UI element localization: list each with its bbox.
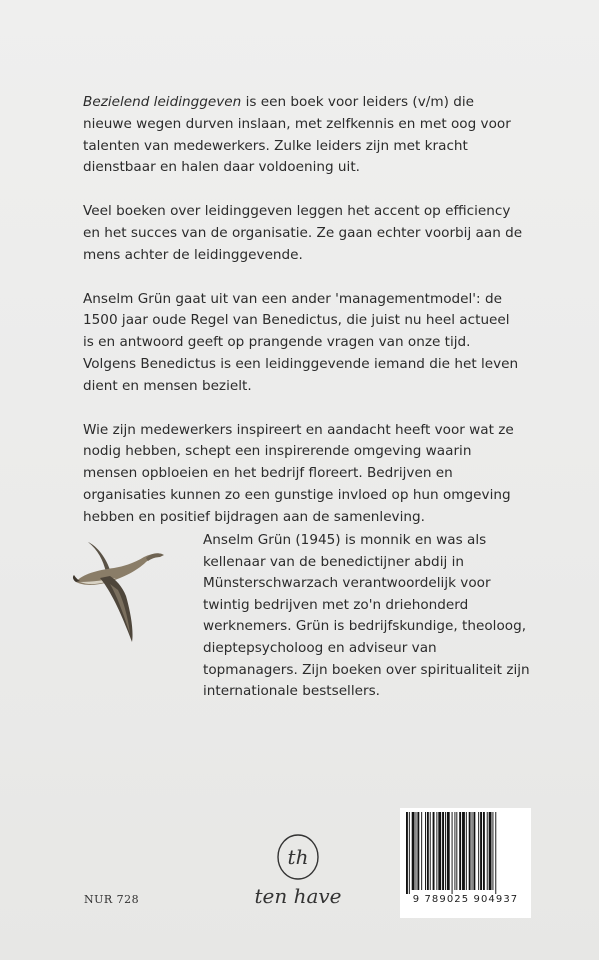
barcode-bar xyxy=(442,812,444,890)
blurb-paragraph-1-rest: is een boek voor leiders (v/m) die nieuwe wegen durven inslaan, met zelfkennis en met oog voor talenten van medewerkers. Zulke leiders zijn met kracht dienstbaar en halen daar voldoening uit. xyxy=(83,94,511,176)
barcode-bar xyxy=(417,812,419,890)
barcode-bar xyxy=(489,812,492,890)
barcode-bar xyxy=(430,812,431,890)
barcode-bars xyxy=(400,808,531,894)
blurb-paragraph-2: Veel boeken over leidinggeven leggen het accent op efficiency en het succes van de organisatie. Ze gaan echter voorbij aan de mens achter de leidinggevende. xyxy=(83,203,523,263)
barcode-bar xyxy=(409,812,410,894)
barcode-bar xyxy=(433,812,435,890)
barcode-bar xyxy=(454,812,455,890)
barcode-bar xyxy=(438,812,441,890)
nur-code: NUR 728 xyxy=(84,893,140,906)
barcode-bar xyxy=(495,812,496,894)
barcode-bar xyxy=(427,812,429,890)
barcode-bar xyxy=(480,812,482,890)
blurb-paragraph-3: Anselm Grün gaat uit van een ander 'managementmodel': de 1500 jaar oude Regel van Benedictus, die juist nu heel actueel is en antwoord geeft op prangende vragen van onze tijd. Volgens Benedictus is een leidinggevende iemand die het leven dient en mensen bezielt. xyxy=(83,290,519,394)
barcode-bar xyxy=(456,812,457,890)
publisher-monogram: th xyxy=(287,845,309,869)
barcode-bar xyxy=(425,812,426,890)
flying-goose-illustration xyxy=(70,530,170,650)
barcode-bar xyxy=(466,812,467,890)
barcode-bar xyxy=(487,812,488,890)
barcode-bar xyxy=(447,812,450,890)
barcode-bar xyxy=(445,812,446,890)
goose-icon xyxy=(70,530,170,650)
barcode-bar xyxy=(469,812,471,890)
publisher-name: ten have xyxy=(254,884,342,908)
isbn-digits: 9 789025 904937 xyxy=(412,894,519,905)
barcode-bar xyxy=(462,812,465,890)
publisher-logo xyxy=(248,830,348,908)
barcode-bar xyxy=(416,812,417,890)
barcode-bar xyxy=(473,812,475,890)
barcode-bar xyxy=(406,812,408,894)
blurb-paragraph-1 xyxy=(83,92,523,179)
publisher-monogram-icon xyxy=(272,830,324,882)
book-title-italic: Bezielend leidinggeven xyxy=(83,94,242,110)
barcode-bar xyxy=(436,812,437,890)
barcode-bar xyxy=(452,812,453,894)
isbn-barcode xyxy=(400,808,531,918)
barcode-bar xyxy=(478,812,479,890)
barcode-bar xyxy=(492,812,493,890)
barcode-bar xyxy=(412,812,415,890)
barcode-bar xyxy=(459,812,461,890)
barcode-bar xyxy=(483,812,485,890)
blurb-text xyxy=(83,92,523,551)
blurb-paragraph-4: Wie zijn medewerkers inspireert en aandacht heeft voor wat ze nodig hebben, schept een inspirerende omgeving waarin mensen opbloeien en het bedrijf floreert. Bedrijven en organisaties kunnen zo een gunstige invloed op hun omgeving hebben en positief bijdragen aan de samenleving. xyxy=(83,421,514,525)
barcode-bar xyxy=(472,812,473,890)
barcode-bar xyxy=(421,812,422,890)
author-bio: Anselm Grün (1945) is monnik en was als kellenaar van de benedictijner abdij in Münsterschwarzach verantwoordelijk voor twintig bedrijven met zo'n driehonderd werknemers. Grün is bedrijfskundige, theoloog, dieptepsycholoog en adviseur van topmanagers. Zijn boeken over spiritualiteit zijn internationale bestsellers. xyxy=(203,532,530,700)
